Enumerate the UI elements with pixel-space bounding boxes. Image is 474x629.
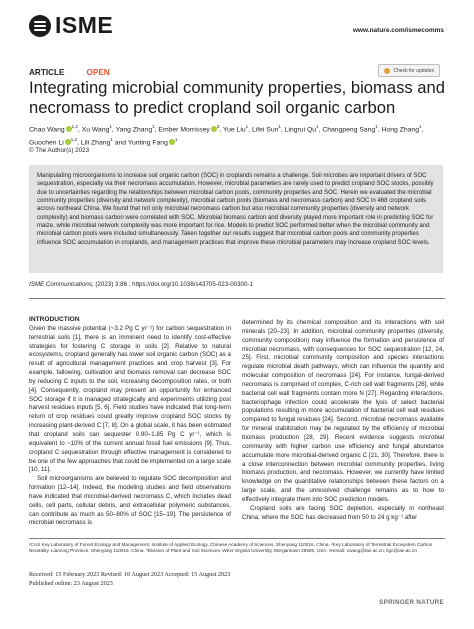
author-affiliation: 1 (418, 124, 422, 129)
author-list: Chao Wang $^{1,2}$, Xu Wang$^1$, Yang Zhang$^1$, Ember Morrissey $^3$, Yue Liu$^1$, Lifei Sun$^1$, Lingrui Qu$^1$, Changpeng Sang$^1$, Hong Zhang$^1$, Guochen Li $^{1,2}$, Lili Zhang$^1$ and Yunting Fang $^1$ (29, 124, 424, 147)
author-affiliation: 1 (245, 124, 249, 129)
author-affiliation: 1,2 (71, 124, 78, 129)
author-name[interactable]: Hong Zhang (381, 126, 419, 134)
affiliations-footnote: ¹CAS Key Laboratory of Forest Ecology and Management, Institute of Applied Ecology, Chinese Academy of Sciences, Shenyang 110016, China. ²Key Laboratory of Terrestrial Ecosystem Carbon Neutrality, Liaoning Province, Shenyang 110016, China. ³Division of Plant and Soil Sciences, West Virginia University, Morgantown 26506, USA. ✉email: cwang@iae.ac.cn; ligc@iae.ac.cn (29, 542, 433, 554)
journal-logo (29, 12, 113, 39)
article-meta (29, 68, 110, 77)
paragraph: Soil microorganisms are believed to regulate SOC decomposition and formation [12–14]. Indeed, the modeling studies and field observations have indicated that microbial-derived necromass C, which includes dead cells, cell parts, cellular debris, and extracellular polymeric substances, can contribute as much as 50–80% of SOC [15–19]. The persistence of microbial necromass is (29, 475, 231, 527)
author-affiliation: 1 (110, 137, 113, 143)
author-affiliation: 1 (278, 124, 281, 129)
copyright: © The Author(s) 2023 (29, 147, 90, 154)
citation-journal: ISME Communications; (29, 281, 94, 288)
journal-url[interactable]: www.nature.com/ismecomms (352, 27, 444, 34)
author-name[interactable]: Ember Morrissey (158, 126, 210, 134)
author-name[interactable]: Lili Zhang (80, 139, 111, 147)
author-affiliation: 1 (152, 124, 155, 129)
paragraph: determined by its chemical composition and its interactions with soil minerals [20–23]. In addition, microbial community properties (diversity, community composition) may influence the formation and persistence of microbial necromass, with consequences for SOC sequestration [12, 24, 25]. First, microbial community composition and species interactions regulate microbial death pathways, which can influence the quantity and molecular composition of necromass [24]. For instance, fungal-derived necromass is comprised of complex, C-rich cell wall fragments [26], while bacterial cell wall fragments contain more N [27]. Regarding interactions, bacteriophage infection could accelerate the lysis of select bacterial populations resulting in more accumulation of bacterial cell wall residues compared to fungal residues [24]. Second, microbial necromass available for mineral stabilization may be regulated by the efficiency of microbial biomass production [28, 29]. Recent evidence suggests microbial community with higher carbon use efficiency and fungal abundance accumulate more microbial-derived organic C [21, 30]. Therefore, there is a close interconnection between microbial community properties, living biomass production, and necromass. However, we currently have limited knowledge on the quantitative relationships between these factors on a large scale, and the unresolved challenge remains as to how to effectively integrate them into SOC prediction models. (242, 319, 444, 503)
article-dates (29, 571, 230, 588)
author-name[interactable]: Xu Wang (81, 126, 110, 134)
right-column (242, 319, 444, 522)
author-name[interactable]: Guochen Li (29, 139, 64, 147)
article-title: Integrating microbial community properties, biomass and necromass to predict cropland soil organic carbon (29, 78, 445, 117)
author-name[interactable]: Chao Wang (29, 126, 65, 134)
author-affiliation: 1,2 (70, 137, 78, 143)
author-name[interactable]: Changpeng Sang (322, 126, 376, 134)
author-name[interactable]: Yunting Fang (127, 139, 168, 147)
article-citation (29, 281, 253, 288)
published-date: Published online: 23 August 2023 (29, 579, 113, 587)
abstract-box (29, 165, 443, 273)
author-affiliation: 3 (216, 124, 220, 129)
article-type: ARTICLE (29, 68, 65, 77)
paragraph: Given the massive potential (~3.2 Pg C yr⁻¹) for carbon sequestration in terrestrial soils [1], there is an imminent need to identify cost-effective strategies for fostering C storage in soils [2]. Relative to natural ecosystems, cropland generally has lower soil organic carbon (SOC) as a result of agricultural management practices and crop harvest [3]. For example, fallowing, cultivation and biomass removal can decrease SOC by reducing C inputs to the soil, increasing decomposition rates, or both [4]. Consequently, cropland may present an opportunity for enhanced SOC storage if it is managed strategically and experiments utilizing post harvest residues inputs [5, 6]. Field studies have indicated that long-term return of crop residues could greatly improve cropland SOC stocks by increasing plant-derived C [7, 8]. On a global scale, it has been estimated that cropland soils can sequester 0.90–1.85 Pg C yr⁻¹, which is equivalent to ~10% of the current annual fossil fuel emissions [9]. Thus, cropland C sequestration through effective management is considered to be one of the few approaches that could be implemented on a large scale [10, 11]. (29, 324, 231, 474)
paragraph: Cropland soils are facing SOC depletion, especially in northeast China, where the SOC has decreased from 50 to 24 g kg⁻¹ after (242, 504, 444, 521)
divider (29, 298, 445, 299)
author-affiliation: 1 (174, 137, 178, 143)
section-heading: INTRODUCTION (29, 316, 80, 323)
author-name[interactable]: Lingrui Qu (284, 126, 317, 134)
journal-logo-text: ISME (55, 12, 114, 38)
publisher-logo: SPRINGER NATURE (379, 599, 444, 606)
author-name[interactable]: Yue Liu (222, 126, 246, 134)
open-access-label: OPEN (86, 68, 110, 77)
crossmark-icon (384, 68, 390, 74)
left-column (29, 316, 231, 528)
check-for-updates-button[interactable] (378, 64, 440, 77)
author-name[interactable]: Yang Zhang (115, 126, 153, 134)
author-affiliation: 1 (375, 124, 378, 129)
author-affiliation: 1 (316, 124, 319, 129)
check-updates-label: Check for updates (393, 67, 434, 74)
abstract-text: Manipulating microorganisms to increase soil organic carbon (SOC) in croplands remains a challenge. Soil microbes are important drivers of SOC sequestration, especially via their necromass accumulation. However, microbial parameters are rarely used to predict cropland SOC stocks, possibly due to uncertainties regarding the relationships between microbial carbon pools, community properties and SOC. Herein we evaluated the microbial community properties (diversity and network complexity), microbial carbon pools (biomass and necromass carbon) and SOC in 468 cropland soils across northeast China. We found that not only microbial necromass carbon but also microbial community properties (diversity and network complexity) and biomass carbon were correlated with SOC. Microbial biomass carbon and diversity played more important role in predicting SOC for maize, while microbial network complexity was more important for rice. Models to predict SOC performed better when the microbial community and microbial carbon pools were included simultaneously. Taken together our results suggest that microbial carbon pools and community properties influence SOC accumulation in croplands, and management practices that improve these microbial parameters may increase cropland SOC levels. (37, 173, 434, 246)
author-affiliation: 1 (109, 124, 112, 129)
footnote-divider (29, 538, 445, 539)
author-name[interactable]: Lifei Sun (251, 126, 279, 134)
received-dates: Received: 15 February 2023 Revised: 10 August 2023 Accepted: 15 August 2023 (29, 571, 231, 578)
isme-logo-icon (29, 15, 51, 37)
citation-doi[interactable]: (2023) 3:86 ; https://doi.org/10.1038/s43705-023-00300-1 (93, 281, 253, 288)
